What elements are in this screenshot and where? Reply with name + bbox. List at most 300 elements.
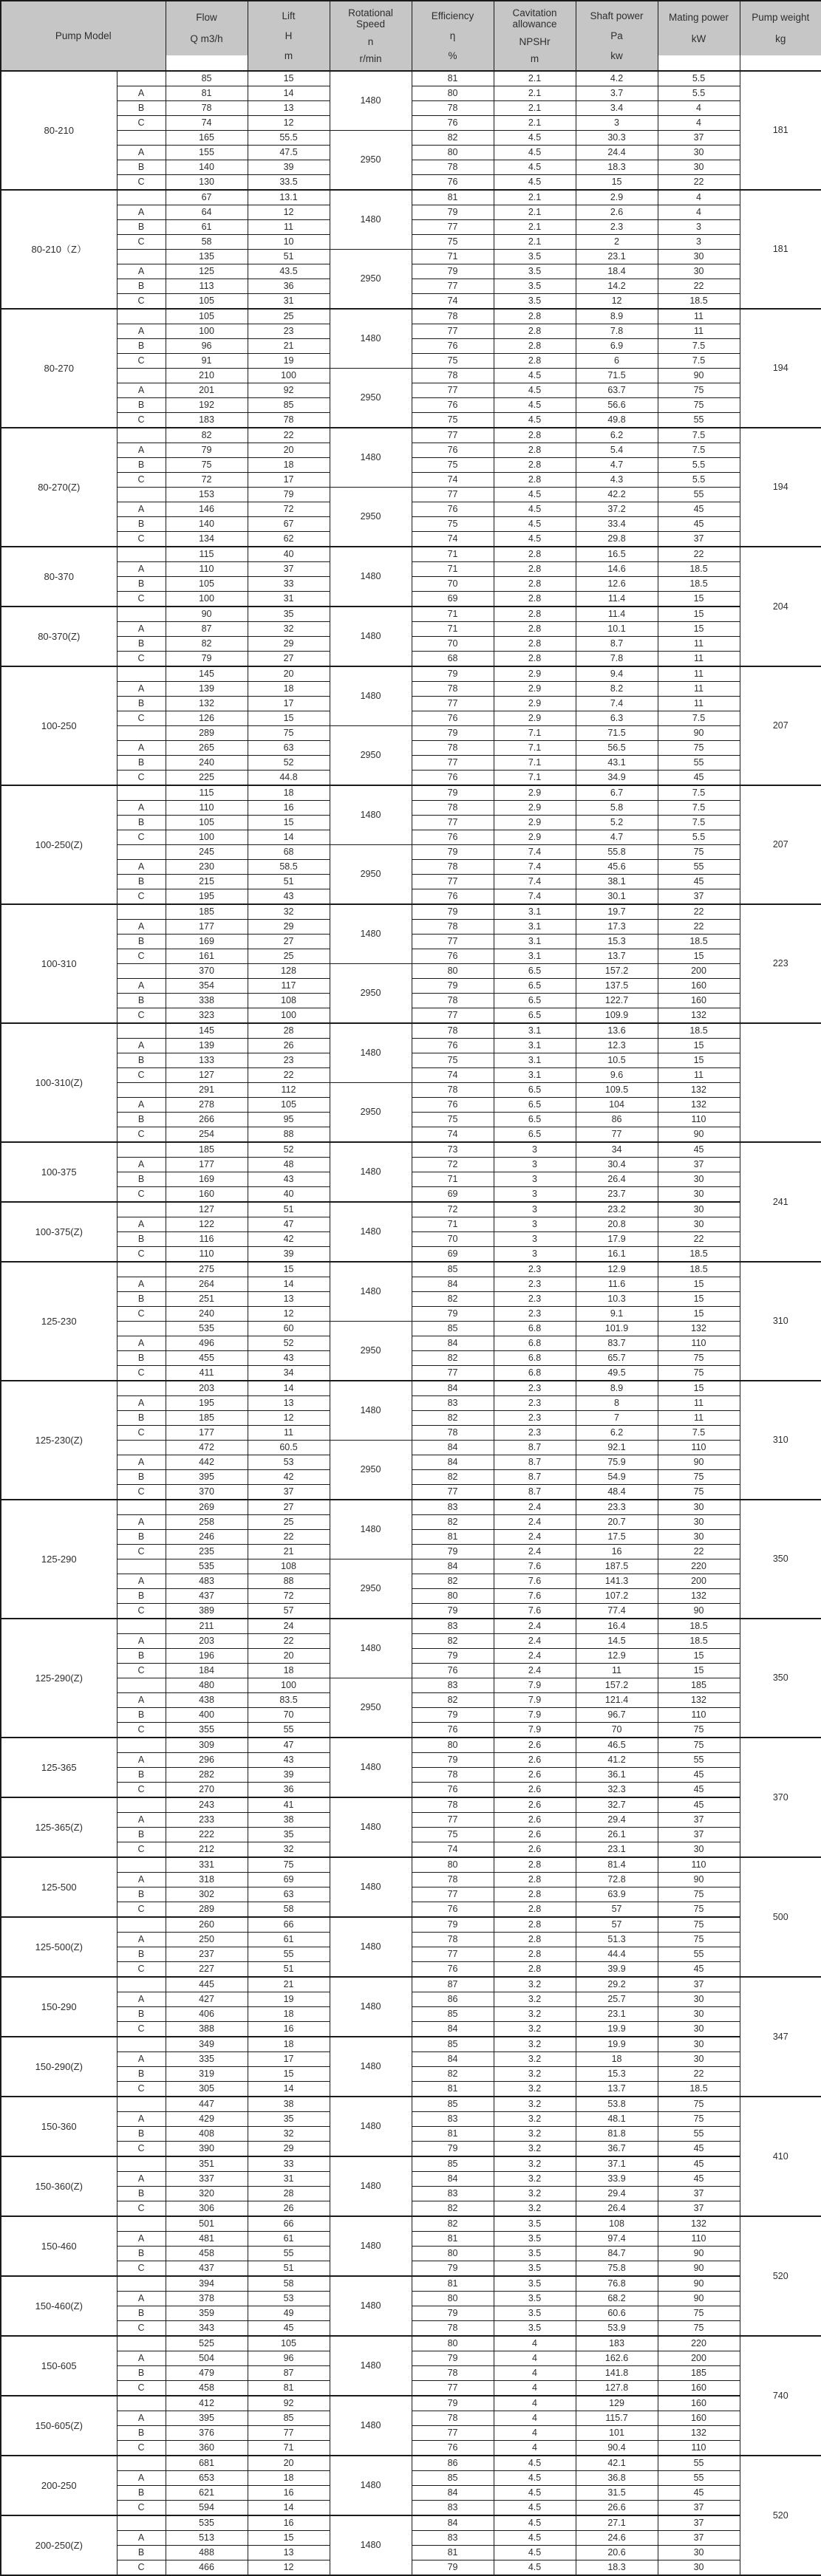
lift-cell: 58 bbox=[248, 2276, 330, 2292]
mating-power-cell: 200 bbox=[658, 964, 740, 979]
lift-cell: 26 bbox=[248, 1039, 330, 1053]
shaft-power-cell: 13.7 bbox=[576, 949, 658, 964]
variant-cell: C bbox=[117, 1068, 166, 1083]
npshr-cell: 4 bbox=[494, 2351, 576, 2366]
npshr-cell: 2.8 bbox=[494, 1947, 576, 1962]
flow-cell: 100 bbox=[166, 830, 248, 845]
lift-cell: 105 bbox=[248, 1098, 330, 1113]
shaft-power-cell: 121.4 bbox=[576, 1693, 658, 1708]
mating-power-cell: 18.5 bbox=[658, 2082, 740, 2097]
lift-cell: 48 bbox=[248, 1158, 330, 1172]
lift-cell: 18 bbox=[248, 2037, 330, 2052]
npshr-cell: 3.1 bbox=[494, 1068, 576, 1083]
lift-cell: 57 bbox=[248, 1604, 330, 1619]
mating-power-cell: 30 bbox=[658, 1842, 740, 1858]
shaft-power-cell: 81.4 bbox=[576, 1857, 658, 1873]
shaft-power-cell: 30.4 bbox=[576, 1158, 658, 1172]
variant-cell: B bbox=[117, 398, 166, 413]
flow-cell: 82 bbox=[166, 637, 248, 652]
speed-cell: 1480 bbox=[330, 1797, 412, 1857]
mating-power-cell: 22 bbox=[658, 904, 740, 920]
mating-power-cell: 110 bbox=[658, 2441, 740, 2456]
lift-cell: 58.5 bbox=[248, 860, 330, 875]
flow-cell: 235 bbox=[166, 1545, 248, 1559]
npshr-cell: 2.9 bbox=[494, 666, 576, 682]
variant-cell bbox=[117, 2456, 166, 2471]
variant-cell: C bbox=[117, 2560, 166, 2576]
flow-cell: 146 bbox=[166, 502, 248, 517]
lift-cell: 36 bbox=[248, 279, 330, 294]
flow-cell: 406 bbox=[166, 2007, 248, 2022]
lift-cell: 22 bbox=[248, 1530, 330, 1545]
variant-cell bbox=[117, 1678, 166, 1693]
shaft-power-cell: 18.3 bbox=[576, 160, 658, 175]
shaft-power-cell: 26.6 bbox=[576, 2501, 658, 2516]
flow-cell: 91 bbox=[166, 354, 248, 369]
flow-cell: 139 bbox=[166, 682, 248, 697]
mating-power-cell: 5.5 bbox=[658, 830, 740, 845]
lift-cell: 43 bbox=[248, 1351, 330, 1366]
mating-power-cell: 18.5 bbox=[658, 1634, 740, 1649]
model-cell: 150-460(Z) bbox=[1, 2276, 117, 2336]
npshr-cell: 3.2 bbox=[494, 2097, 576, 2112]
npshr-cell: 2.1 bbox=[494, 190, 576, 205]
table-row bbox=[1, 131, 821, 146]
mating-power-cell: 90 bbox=[658, 1604, 740, 1619]
model-cell: 150-360 bbox=[1, 2097, 117, 2156]
variant-cell: B bbox=[117, 220, 166, 235]
variant-cell bbox=[117, 1023, 166, 1039]
lift-cell: 14 bbox=[248, 1277, 330, 1292]
shaft-power-cell: 11 bbox=[576, 1664, 658, 1678]
efficiency-cell: 85 bbox=[412, 1262, 494, 1277]
npshr-cell: 2.8 bbox=[494, 1962, 576, 1978]
npshr-cell: 3 bbox=[494, 1142, 576, 1158]
efficiency-cell: 84 bbox=[412, 2022, 494, 2037]
efficiency-cell: 76 bbox=[412, 889, 494, 905]
flow-cell: 390 bbox=[166, 2142, 248, 2157]
npshr-cell: 2.6 bbox=[494, 1783, 576, 1798]
mating-power-cell: 55 bbox=[658, 1753, 740, 1768]
lift-cell: 105 bbox=[248, 2336, 330, 2351]
efficiency-cell: 78 bbox=[412, 1797, 494, 1813]
variant-cell: A bbox=[117, 1873, 166, 1887]
mating-power-cell: 200 bbox=[658, 1574, 740, 1589]
shaft-power-cell: 4.7 bbox=[576, 458, 658, 473]
variant-cell: C bbox=[117, 2501, 166, 2516]
npshr-cell: 3.1 bbox=[494, 1039, 576, 1053]
variant-cell: C bbox=[117, 1008, 166, 1024]
variant-cell: A bbox=[117, 1277, 166, 1292]
efficiency-cell: 77 bbox=[412, 428, 494, 443]
lift-cell: 75 bbox=[248, 1857, 330, 1873]
header-row bbox=[1, 1, 821, 71]
npshr-cell: 6.5 bbox=[494, 1083, 576, 1098]
mating-power-cell: 30 bbox=[658, 1515, 740, 1530]
efficiency-cell: 81 bbox=[412, 71, 494, 86]
variant-cell: C bbox=[117, 294, 166, 310]
efficiency-cell: 83 bbox=[412, 1619, 494, 1634]
lift-cell: 55 bbox=[248, 1723, 330, 1738]
shaft-power-cell: 6.3 bbox=[576, 711, 658, 726]
shaft-power-cell: 15.3 bbox=[576, 935, 658, 949]
efficiency-cell: 77 bbox=[412, 383, 494, 398]
model-cell: 80-210 bbox=[1, 71, 117, 190]
variant-cell: C bbox=[117, 949, 166, 964]
table-row bbox=[1, 1142, 821, 1158]
model-cell: 100-375 bbox=[1, 1142, 117, 1202]
lift-cell: 62 bbox=[248, 532, 330, 547]
flow-cell: 447 bbox=[166, 2097, 248, 2112]
flow-cell: 85 bbox=[166, 71, 248, 86]
variant-cell: A bbox=[117, 324, 166, 339]
efficiency-cell: 71 bbox=[412, 607, 494, 622]
flow-cell: 183 bbox=[166, 413, 248, 428]
flow-cell: 130 bbox=[166, 175, 248, 191]
variant-cell: A bbox=[117, 1634, 166, 1649]
flow-cell: 105 bbox=[166, 816, 248, 830]
shaft-power-cell: 20.8 bbox=[576, 1217, 658, 1232]
variant-cell: C bbox=[117, 1842, 166, 1858]
model-cell: 80-370(Z) bbox=[1, 607, 117, 666]
lift-cell: 18 bbox=[248, 2007, 330, 2022]
speed-cell: 2950 bbox=[330, 726, 412, 786]
speed-cell: 1480 bbox=[330, 1142, 412, 1202]
flow-cell: 306 bbox=[166, 2201, 248, 2217]
lift-cell: 75 bbox=[248, 726, 330, 741]
shaft-power-cell: 10.1 bbox=[576, 622, 658, 637]
shaft-power-cell: 45.6 bbox=[576, 860, 658, 875]
flow-cell: 185 bbox=[166, 1411, 248, 1426]
mating-power-cell: 30 bbox=[658, 1172, 740, 1187]
mating-power-cell: 132 bbox=[658, 2216, 740, 2232]
variant-cell: B bbox=[117, 875, 166, 889]
lift-cell: 92 bbox=[248, 383, 330, 398]
shaft-power-cell: 8.7 bbox=[576, 637, 658, 652]
efficiency-cell: 85 bbox=[412, 2037, 494, 2052]
npshr-cell: 2.8 bbox=[494, 309, 576, 324]
flow-cell: 90 bbox=[166, 607, 248, 622]
table-row bbox=[1, 250, 821, 264]
variant-cell: B bbox=[117, 1768, 166, 1783]
mating-power-cell: 160 bbox=[658, 2411, 740, 2426]
variant-cell: B bbox=[117, 1411, 166, 1426]
weight-cell: 740 bbox=[740, 2336, 821, 2456]
speed-cell: 1480 bbox=[330, 1917, 412, 1977]
npshr-cell: 2.8 bbox=[494, 607, 576, 622]
variant-cell bbox=[117, 2515, 166, 2531]
npshr-cell: 6.8 bbox=[494, 1366, 576, 1381]
npshr-cell: 6.5 bbox=[494, 994, 576, 1008]
flow-cell: 335 bbox=[166, 2052, 248, 2067]
lift-cell: 38 bbox=[248, 2097, 330, 2112]
npshr-cell: 3.2 bbox=[494, 2052, 576, 2067]
variant-cell: B bbox=[117, 101, 166, 116]
npshr-cell: 8.7 bbox=[494, 1441, 576, 1455]
variant-cell bbox=[117, 2336, 166, 2351]
npshr-cell: 3.5 bbox=[494, 294, 576, 310]
shaft-power-cell: 29.2 bbox=[576, 1977, 658, 1992]
flow-cell: 100 bbox=[166, 324, 248, 339]
flow-cell: 250 bbox=[166, 1933, 248, 1947]
table-row bbox=[1, 1262, 821, 1277]
lift-cell: 66 bbox=[248, 2216, 330, 2232]
npshr-cell: 3.2 bbox=[494, 2156, 576, 2172]
npshr-cell: 2.8 bbox=[494, 562, 576, 577]
lift-cell: 18 bbox=[248, 1664, 330, 1678]
efficiency-cell: 71 bbox=[412, 250, 494, 264]
efficiency-cell: 79 bbox=[412, 264, 494, 279]
variant-cell: A bbox=[117, 205, 166, 220]
lift-cell: 96 bbox=[248, 2351, 330, 2366]
efficiency-cell: 82 bbox=[412, 2067, 494, 2082]
shaft-power-cell: 8.2 bbox=[576, 682, 658, 697]
shaft-power-cell: 13.6 bbox=[576, 1023, 658, 1039]
table-row bbox=[1, 1619, 821, 1634]
efficiency-cell: 83 bbox=[412, 2187, 494, 2201]
variant-cell: B bbox=[117, 2426, 166, 2441]
variant-cell: A bbox=[117, 1396, 166, 1411]
npshr-cell: 7.9 bbox=[494, 1693, 576, 1708]
variant-cell: C bbox=[117, 1783, 166, 1798]
mating-power-cell: 37 bbox=[658, 532, 740, 547]
table-row bbox=[1, 607, 821, 622]
shaft-power-cell: 17.9 bbox=[576, 1232, 658, 1247]
efficiency-cell: 78 bbox=[412, 1933, 494, 1947]
npshr-cell: 2.6 bbox=[494, 1813, 576, 1828]
npshr-cell: 2.6 bbox=[494, 1828, 576, 1842]
lift-cell: 43.5 bbox=[248, 264, 330, 279]
efficiency-cell: 80 bbox=[412, 964, 494, 979]
flow-cell: 161 bbox=[166, 949, 248, 964]
column-title: Rotational Speed bbox=[348, 7, 393, 30]
shaft-power-cell: 23.7 bbox=[576, 1187, 658, 1203]
shaft-power-cell: 72.8 bbox=[576, 1873, 658, 1887]
efficiency-cell: 77 bbox=[412, 488, 494, 502]
shaft-power-cell: 25.7 bbox=[576, 1992, 658, 2007]
efficiency-cell: 78 bbox=[412, 1426, 494, 1441]
variant-cell bbox=[117, 428, 166, 443]
lift-cell: 47.5 bbox=[248, 146, 330, 160]
npshr-cell: 4 bbox=[494, 2336, 576, 2351]
lift-cell: 17 bbox=[248, 473, 330, 488]
variant-cell: A bbox=[117, 979, 166, 994]
npshr-cell: 3.2 bbox=[494, 2112, 576, 2127]
mating-power-cell: 22 bbox=[658, 1232, 740, 1247]
variant-cell: B bbox=[117, 1589, 166, 1604]
lift-cell: 51 bbox=[248, 1962, 330, 1978]
shaft-power-cell: 39.9 bbox=[576, 1962, 658, 1978]
shaft-power-cell: 10.5 bbox=[576, 1053, 658, 1068]
model-cell: 125-290 bbox=[1, 1500, 117, 1619]
efficiency-cell: 70 bbox=[412, 1232, 494, 1247]
variant-cell: B bbox=[117, 1530, 166, 1545]
shaft-power-cell: 5.2 bbox=[576, 816, 658, 830]
npshr-cell: 2.6 bbox=[494, 1797, 576, 1813]
efficiency-cell: 78 bbox=[412, 1023, 494, 1039]
lift-cell: 23 bbox=[248, 1053, 330, 1068]
flow-cell: 488 bbox=[166, 2546, 248, 2560]
flow-cell: 360 bbox=[166, 2441, 248, 2456]
flow-cell: 115 bbox=[166, 547, 248, 562]
variant-cell: B bbox=[117, 458, 166, 473]
variant-cell: C bbox=[117, 1485, 166, 1500]
speed-cell: 1480 bbox=[330, 2396, 412, 2456]
npshr-cell: 7.4 bbox=[494, 889, 576, 905]
efficiency-cell: 77 bbox=[412, 875, 494, 889]
efficiency-cell: 70 bbox=[412, 637, 494, 652]
speed-cell: 1480 bbox=[330, 2156, 412, 2216]
mating-power-cell: 55 bbox=[658, 756, 740, 771]
speed-cell: 1480 bbox=[330, 666, 412, 726]
npshr-cell: 2.3 bbox=[494, 1426, 576, 1441]
npshr-cell: 3.5 bbox=[494, 2247, 576, 2261]
flow-cell: 237 bbox=[166, 1947, 248, 1962]
shaft-power-cell: 38.1 bbox=[576, 875, 658, 889]
shaft-power-cell: 3.4 bbox=[576, 101, 658, 116]
npshr-cell: 7.1 bbox=[494, 771, 576, 786]
flow-cell: 67 bbox=[166, 190, 248, 205]
shaft-power-cell: 19.9 bbox=[576, 2022, 658, 2037]
lift-cell: 12 bbox=[248, 1307, 330, 1322]
efficiency-cell: 80 bbox=[412, 1738, 494, 1753]
efficiency-cell: 82 bbox=[412, 1411, 494, 1426]
flow-cell: 125 bbox=[166, 264, 248, 279]
npshr-cell: 3.5 bbox=[494, 2321, 576, 2337]
speed-cell: 1480 bbox=[330, 1619, 412, 1678]
npshr-cell: 7.6 bbox=[494, 1604, 576, 1619]
npshr-cell: 2.8 bbox=[494, 637, 576, 652]
variant-cell: B bbox=[117, 1053, 166, 1068]
lift-cell: 25 bbox=[248, 949, 330, 964]
efficiency-cell: 79 bbox=[412, 1753, 494, 1768]
variant-cell: A bbox=[117, 383, 166, 398]
lift-cell: 43 bbox=[248, 889, 330, 905]
table-row bbox=[1, 309, 821, 324]
npshr-cell: 7.9 bbox=[494, 1678, 576, 1693]
mating-power-cell: 15 bbox=[658, 1664, 740, 1678]
shaft-power-cell: 15 bbox=[576, 175, 658, 191]
variant-cell bbox=[117, 1619, 166, 1634]
variant-cell: A bbox=[117, 2351, 166, 2366]
efficiency-cell: 81 bbox=[412, 2546, 494, 2560]
mating-power-cell: 11 bbox=[658, 682, 740, 697]
mating-power-cell: 75 bbox=[658, 398, 740, 413]
variant-cell: A bbox=[117, 1098, 166, 1113]
shaft-power-cell: 81.8 bbox=[576, 2127, 658, 2142]
efficiency-cell: 75 bbox=[412, 1828, 494, 1842]
mating-power-cell: 90 bbox=[658, 1873, 740, 1887]
shaft-power-cell: 187.5 bbox=[576, 1559, 658, 1574]
mating-power-cell: 75 bbox=[658, 741, 740, 756]
shaft-power-cell: 18 bbox=[576, 2052, 658, 2067]
speed-cell: 1480 bbox=[330, 71, 412, 131]
mating-power-cell: 160 bbox=[658, 994, 740, 1008]
variant-cell: C bbox=[117, 2201, 166, 2217]
lift-cell: 18 bbox=[248, 785, 330, 801]
shaft-power-cell: 157.2 bbox=[576, 1678, 658, 1693]
flow-cell: 483 bbox=[166, 1574, 248, 1589]
npshr-cell: 4.5 bbox=[494, 502, 576, 517]
variant-cell: B bbox=[117, 994, 166, 1008]
shaft-power-cell: 37.2 bbox=[576, 502, 658, 517]
mating-power-cell: 55 bbox=[658, 2456, 740, 2471]
shaft-power-cell: 4.3 bbox=[576, 473, 658, 488]
flow-cell: 211 bbox=[166, 1619, 248, 1634]
shaft-power-cell: 55.8 bbox=[576, 845, 658, 860]
lift-cell: 20 bbox=[248, 1649, 330, 1664]
shaft-power-cell: 34.9 bbox=[576, 771, 658, 786]
shaft-power-cell: 2.9 bbox=[576, 190, 658, 205]
flow-cell: 458 bbox=[166, 2381, 248, 2396]
efficiency-cell: 78 bbox=[412, 860, 494, 875]
variant-cell bbox=[117, 2097, 166, 2112]
npshr-cell: 3.1 bbox=[494, 1053, 576, 1068]
npshr-cell: 6.8 bbox=[494, 1336, 576, 1351]
lift-cell: 39 bbox=[248, 1247, 330, 1263]
variant-cell: A bbox=[117, 1039, 166, 1053]
mating-power-cell: 15 bbox=[658, 1307, 740, 1322]
speed-cell: 1480 bbox=[330, 904, 412, 964]
lift-cell: 15 bbox=[248, 711, 330, 726]
model-cell: 125-500(Z) bbox=[1, 1917, 117, 1977]
variant-cell: C bbox=[117, 1604, 166, 1619]
flow-cell: 133 bbox=[166, 1053, 248, 1068]
mating-power-cell: 30 bbox=[658, 2022, 740, 2037]
efficiency-cell: 81 bbox=[412, 2276, 494, 2292]
npshr-cell: 2.4 bbox=[494, 1649, 576, 1664]
weight-cell: 181 bbox=[740, 71, 821, 190]
efficiency-cell: 69 bbox=[412, 592, 494, 607]
speed-cell: 1480 bbox=[330, 607, 412, 666]
mating-power-cell: 3 bbox=[658, 220, 740, 235]
speed-cell: 1480 bbox=[330, 309, 412, 369]
npshr-cell: 4 bbox=[494, 2366, 576, 2381]
npshr-cell: 3 bbox=[494, 1187, 576, 1203]
mating-power-cell: 11 bbox=[658, 309, 740, 324]
shaft-power-cell: 7.8 bbox=[576, 324, 658, 339]
variant-cell bbox=[117, 1262, 166, 1277]
efficiency-cell: 83 bbox=[412, 2531, 494, 2546]
variant-cell bbox=[117, 785, 166, 801]
table-row bbox=[1, 1322, 821, 1336]
lift-cell: 88 bbox=[248, 1127, 330, 1143]
flow-cell: 139 bbox=[166, 1039, 248, 1053]
lift-cell: 15 bbox=[248, 816, 330, 830]
speed-cell: 2950 bbox=[330, 488, 412, 547]
shaft-power-cell: 63.9 bbox=[576, 1887, 658, 1902]
mating-power-cell: 132 bbox=[658, 1322, 740, 1336]
variant-cell: B bbox=[117, 935, 166, 949]
lift-cell: 17 bbox=[248, 2052, 330, 2067]
lift-cell: 21 bbox=[248, 1545, 330, 1559]
efficiency-cell: 76 bbox=[412, 771, 494, 786]
npshr-cell: 4.5 bbox=[494, 2456, 576, 2471]
mating-power-cell: 45 bbox=[658, 2486, 740, 2501]
npshr-cell: 6.5 bbox=[494, 1127, 576, 1143]
mating-power-cell: 45 bbox=[658, 2156, 740, 2172]
weight-cell: 207 bbox=[740, 666, 821, 785]
lift-cell: 16 bbox=[248, 2486, 330, 2501]
lift-cell: 37 bbox=[248, 1485, 330, 1500]
speed-cell: 1480 bbox=[330, 2037, 412, 2097]
flow-cell: 222 bbox=[166, 1828, 248, 1842]
flow-cell: 113 bbox=[166, 279, 248, 294]
npshr-cell: 2.9 bbox=[494, 801, 576, 816]
variant-cell: C bbox=[117, 1426, 166, 1441]
shaft-power-cell: 10.3 bbox=[576, 1292, 658, 1307]
shaft-power-cell: 20.7 bbox=[576, 1515, 658, 1530]
